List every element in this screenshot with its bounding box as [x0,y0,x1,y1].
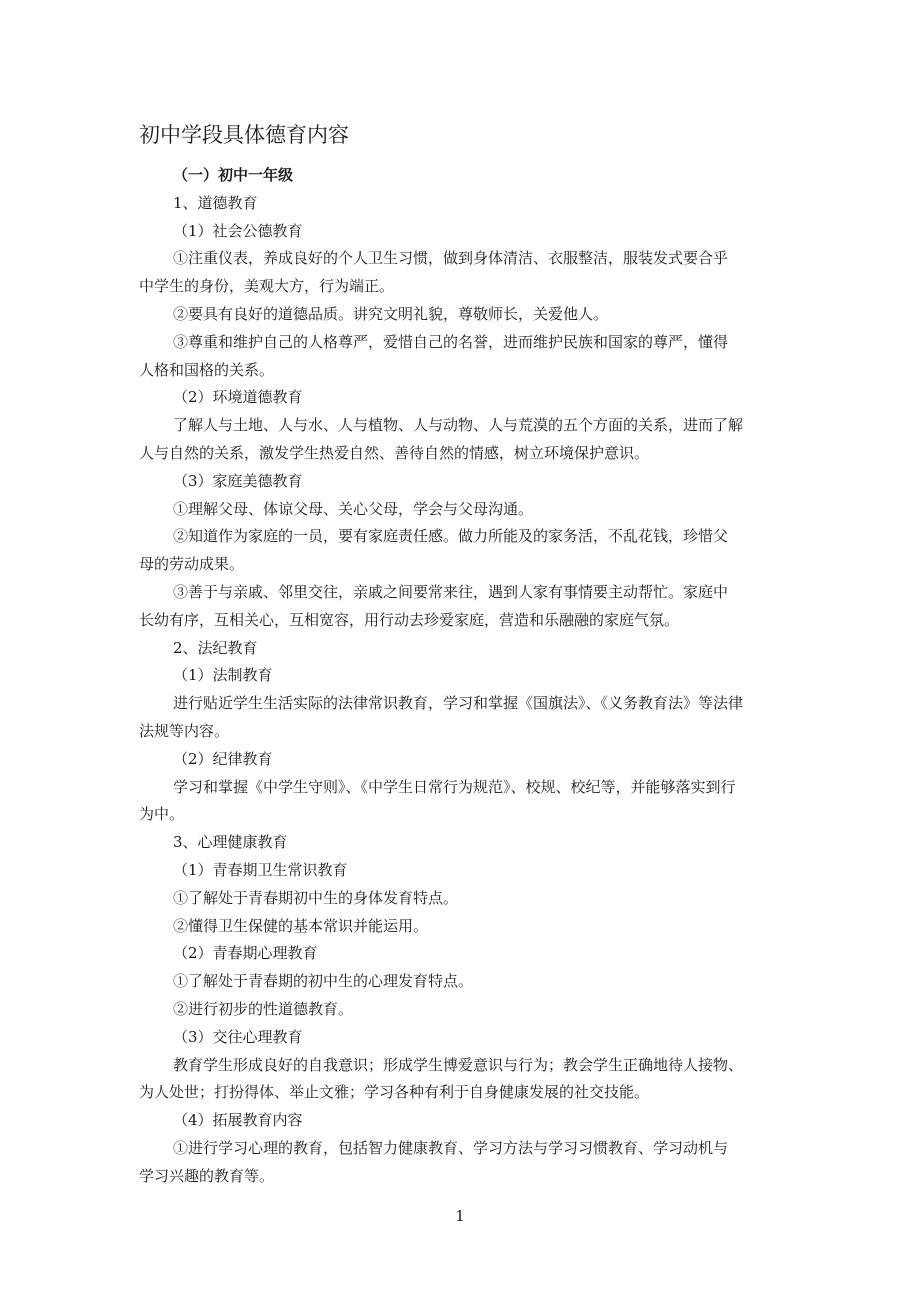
text-line: ①了解处于青春期初中生的身体发育特点。 [173,888,459,907]
text-line: 学习和掌握《中学生守则》、《中学生日常行为规范》、校规、校纪等，并能够落实到行 [173,777,736,796]
text-line: ①了解处于青春期的初中生的心理发育特点。 [173,972,474,991]
text-line: 人与自然的关系，激发学生热爱自然、善待自然的情感，树立环境保护意识。 [139,443,650,462]
document-title: 初中学段具体德育内容 [139,123,349,147]
text-line: 中学生的身份，美观大方，行为端正。 [139,277,395,296]
text-line: （1）社会公德教育 [173,221,303,240]
text-line: 为中。 [139,805,185,824]
text-line: 3、心理健康教育 [173,833,288,852]
page-number: 1 [455,1207,465,1225]
text-line: 2、法纪教育 [173,638,258,657]
text-line: （4）拓展教育内容 [173,1111,303,1130]
text-line: （1）法制教育 [173,666,273,685]
text-line: ①理解父母、体谅父母、关心父母，学会与父母沟通。 [173,499,534,518]
text-line: ①进行学习心理的教育，包括智力健康教育、学习方法与学习习惯教育、学习动机与 [173,1138,729,1157]
text-line: ③尊重和维护自己的人格尊严，爱惜自己的名誉，进而维护民族和国家的尊严，懂得 [173,332,729,351]
document-body [139,162,783,1190]
text-line: （3）交往心理教育 [173,1027,303,1046]
text-line: 为人处世；打扮得体、举止文雅；学习各种有利于自身健康发展的社交技能。 [139,1083,650,1102]
text-line: 学习兴趣的教育等。 [139,1166,275,1185]
text-line: ③善于与亲戚、邻里交往，亲戚之间要常来往，遇到人家有事情要主动帮忙。家庭中 [173,582,729,601]
text-line: ②进行初步的性道德教育。 [173,999,354,1018]
text-line: 了解人与土地、人与水、人与植物、人与动物、人与荒漠的五个方面的关系，进而了解 [173,416,744,435]
text-line: （2）纪律教育 [173,749,273,768]
text-line: 教育学生形成良好的自我意识；形成学生博爱意识与行为；教会学生正确地待人接物、 [173,1055,744,1074]
text-line: ②要具有良好的道德品质。讲究文明礼貌，尊敬师长，关爱他人。 [173,304,609,323]
text-line: 长幼有序，互相关心，互相宽容，用行动去珍爱家庭，营造和乐融融的家庭气氛。 [139,610,680,629]
text-line: （1）青春期卫生常识教育 [173,860,348,879]
text-line: 母的劳动成果。 [139,555,245,574]
text-line: （2）青春期心理教育 [173,944,318,963]
text-line: ①注重仪表，养成良好的个人卫生习惯，做到身体清洁、衣服整洁，服装发式要合乎 [173,249,729,268]
text-line: 1、道德教育 [173,193,258,212]
text-line: ②懂得卫生保健的基本常识并能运用。 [173,916,429,935]
text-line: 人格和国格的关系。 [139,360,275,379]
text-line: 进行贴近学生生活实际的法律常识教育，学习和掌握《国旗法》、《义务教育法》等法律 [173,694,744,713]
text-line: 法规等内容。 [139,721,230,740]
text-line: ②知道作为家庭的一员，要有家庭责任感。做力所能及的家务活，不乱花钱，珍惜父 [173,527,729,546]
text-line: （3）家庭美德教育 [173,471,303,490]
text-line: （一）初中一年级 [173,166,294,184]
text-line: （2）环境道德教育 [173,388,303,407]
